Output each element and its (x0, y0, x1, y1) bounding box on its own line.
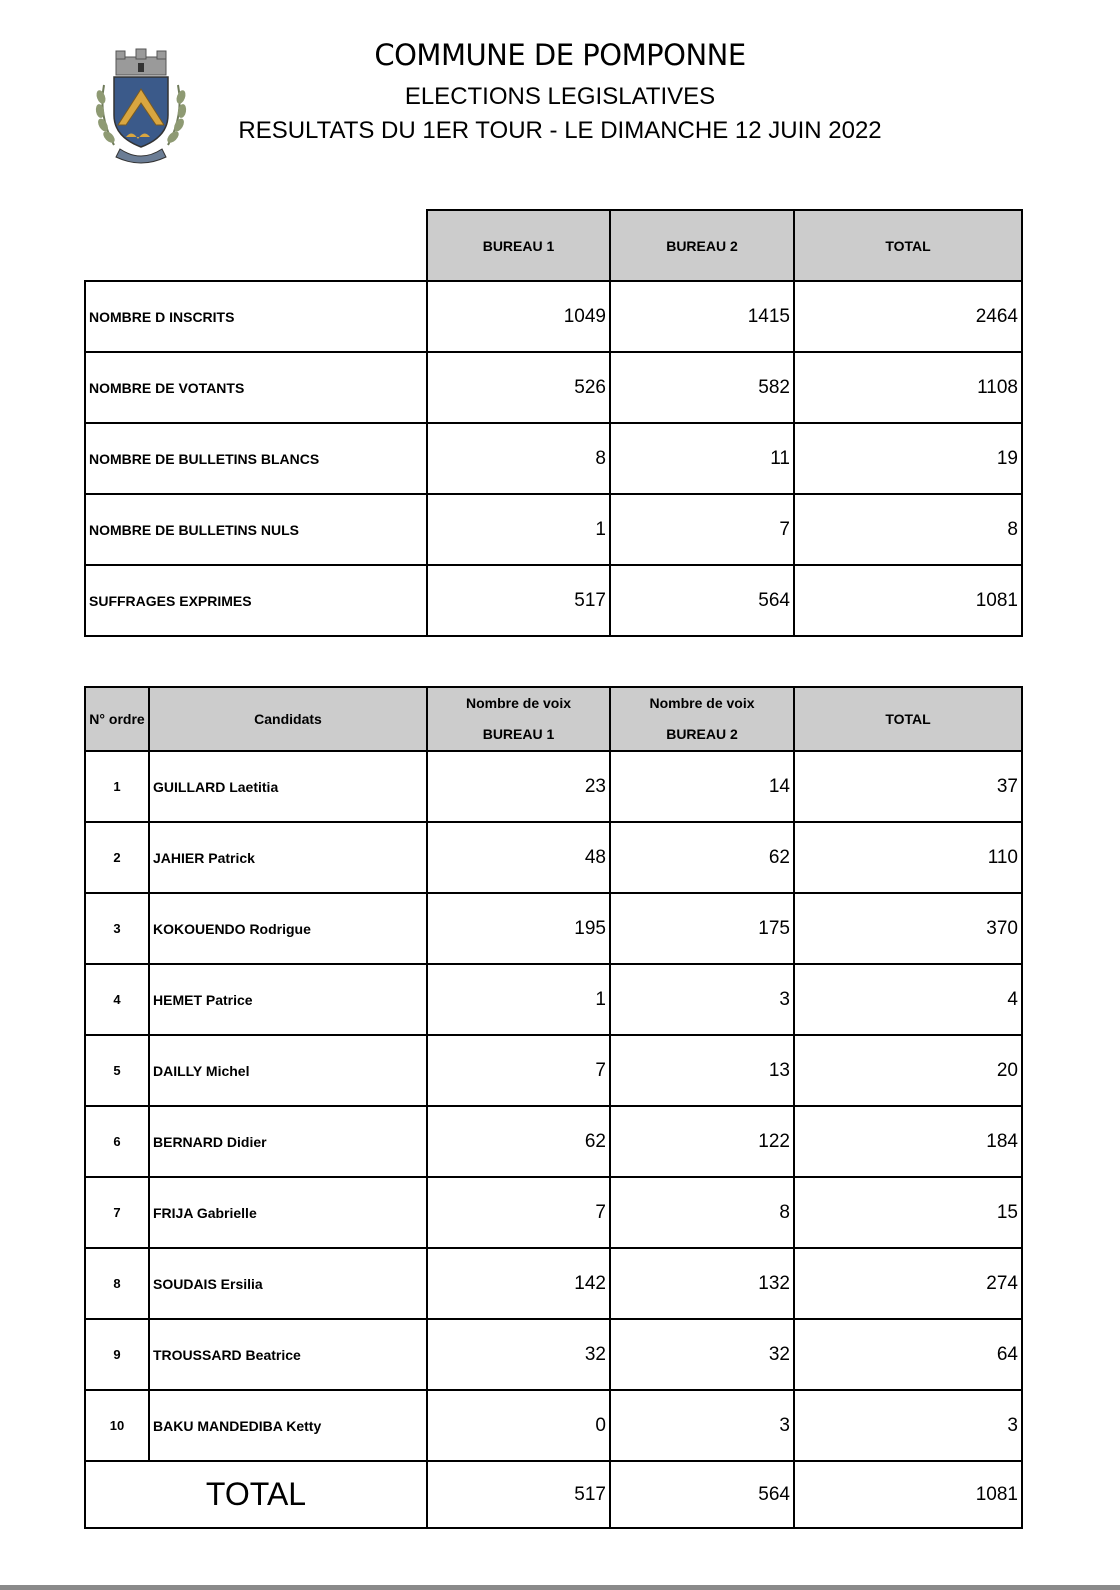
col-candidates: Candidats (149, 687, 427, 751)
coat-of-arms-logo (92, 45, 190, 170)
summary-b2: 582 (610, 352, 794, 423)
candidate-row (85, 822, 1022, 893)
candidate-name: JAHIER Patrick (149, 822, 427, 893)
candidate-name: BAKU MANDEDIBA Ketty (149, 1390, 427, 1461)
candidate-row (85, 964, 1022, 1035)
candidate-name: TROUSSARD Beatrice (149, 1319, 427, 1390)
candidate-row (85, 751, 1022, 822)
candidate-order: 4 (85, 964, 149, 1035)
candidate-row (85, 1106, 1022, 1177)
summary-header-row (85, 210, 1022, 281)
summary-b2: 11 (610, 423, 794, 494)
summary-b1: 8 (427, 423, 610, 494)
candidate-order: 3 (85, 893, 149, 964)
summary-label: SUFFRAGES EXPRIMES (85, 565, 427, 636)
summary-b2: 564 (610, 565, 794, 636)
candidate-b1: 7 (427, 1177, 610, 1248)
candidate-b2: 3 (610, 1390, 794, 1461)
results-subtitle: RESULTATS DU 1ER TOUR - LE DIMANCHE 12 JUIN 2022 (238, 117, 882, 144)
summary-row (85, 423, 1022, 494)
commune-title: COMMUNE DE POMPONNE (374, 38, 746, 72)
candidate-total: 274 (794, 1248, 1022, 1319)
summary-b1: 1 (427, 494, 610, 565)
candidate-b1: 48 (427, 822, 610, 893)
candidate-b2: 8 (610, 1177, 794, 1248)
candidate-b1: 195 (427, 893, 610, 964)
col-bureau-1: BUREAU 1 (427, 210, 610, 281)
candidate-order: 8 (85, 1248, 149, 1319)
empty-corner-cell (85, 210, 427, 281)
votes-b1-line2: BUREAU 1 (482, 726, 555, 742)
total-b2: 564 (610, 1461, 794, 1528)
summary-label: NOMBRE D INSCRITS (85, 281, 427, 352)
candidate-total: 37 (794, 751, 1022, 822)
candidate-total: 110 (794, 822, 1022, 893)
col-votes-bureau-1 (427, 687, 610, 751)
candidate-row (85, 1319, 1022, 1390)
election-title: ELECTIONS LEGISLATIVES (404, 83, 716, 110)
candidate-b2: 13 (610, 1035, 794, 1106)
votes-b2-line2: BUREAU 2 (666, 726, 738, 742)
summary-total: 19 (794, 423, 1022, 494)
summary-b1: 1049 (427, 281, 610, 352)
candidate-b1: 142 (427, 1248, 610, 1319)
candidate-name: HEMET Patrice (149, 964, 427, 1035)
candidate-b2: 14 (610, 751, 794, 822)
summary-table (84, 209, 1023, 637)
candidate-b1: 62 (427, 1106, 610, 1177)
summary-label: NOMBRE DE VOTANTS (85, 352, 427, 423)
summary-row (85, 352, 1022, 423)
candidate-name: BERNARD Didier (149, 1106, 427, 1177)
summary-b1: 517 (427, 565, 610, 636)
candidate-total: 3 (794, 1390, 1022, 1461)
candidate-b1: 0 (427, 1390, 610, 1461)
candidate-b2: 32 (610, 1319, 794, 1390)
candidates-header-row (85, 687, 1022, 751)
candidate-order: 5 (85, 1035, 149, 1106)
summary-b2: 7 (610, 494, 794, 565)
candidate-b1: 1 (427, 964, 610, 1035)
summary-row (85, 281, 1022, 352)
candidate-name: SOUDAIS Ersilia (149, 1248, 427, 1319)
candidate-name: KOKOUENDO Rodrigue (149, 893, 427, 964)
summary-label: NOMBRE DE BULLETINS NULS (85, 494, 427, 565)
col-bureau-2: BUREAU 2 (610, 210, 794, 281)
candidate-order: 2 (85, 822, 149, 893)
col-votes-total: TOTAL (794, 687, 1022, 751)
candidate-order: 1 (85, 751, 149, 822)
candidates-table (84, 686, 1023, 1529)
candidate-total: 64 (794, 1319, 1022, 1390)
candidate-name: DAILLY Michel (149, 1035, 427, 1106)
votes-b1-line1: Nombre de voix (465, 695, 572, 711)
candidate-total: 184 (794, 1106, 1022, 1177)
summary-row (85, 565, 1022, 636)
col-total: TOTAL (794, 210, 1022, 281)
summary-b1: 526 (427, 352, 610, 423)
candidate-b2: 175 (610, 893, 794, 964)
candidate-b1: 32 (427, 1319, 610, 1390)
summary-label: NOMBRE DE BULLETINS BLANCS (85, 423, 427, 494)
candidate-total: 4 (794, 964, 1022, 1035)
candidate-order: 10 (85, 1390, 149, 1461)
summary-total: 2464 (794, 281, 1022, 352)
candidate-row (85, 1177, 1022, 1248)
candidate-b2: 122 (610, 1106, 794, 1177)
candidate-row (85, 893, 1022, 964)
summary-total: 1108 (794, 352, 1022, 423)
candidate-b1: 7 (427, 1035, 610, 1106)
candidate-order: 6 (85, 1106, 149, 1177)
summary-total: 1081 (794, 565, 1022, 636)
candidate-total: 20 (794, 1035, 1022, 1106)
candidate-total: 15 (794, 1177, 1022, 1248)
candidate-order: 9 (85, 1319, 149, 1390)
candidate-name: FRIJA Gabrielle (149, 1177, 427, 1248)
col-votes-bureau-2 (610, 687, 794, 751)
candidate-b2: 132 (610, 1248, 794, 1319)
candidate-name: GUILLARD Laetitia (149, 751, 427, 822)
page-bottom-edge (0, 1585, 1120, 1590)
total-row (85, 1461, 1022, 1528)
votes-b2-line1: Nombre de voix (649, 695, 755, 711)
candidate-order: 7 (85, 1177, 149, 1248)
summary-row (85, 494, 1022, 565)
total-b1: 517 (427, 1461, 610, 1528)
candidate-b2: 62 (610, 822, 794, 893)
total-total: 1081 (794, 1461, 1022, 1528)
summary-b2: 1415 (610, 281, 794, 352)
candidate-row (85, 1035, 1022, 1106)
candidate-b2: 3 (610, 964, 794, 1035)
total-label: TOTAL (85, 1461, 427, 1528)
candidate-row (85, 1390, 1022, 1461)
col-order: N° ordre (85, 687, 149, 751)
candidate-total: 370 (794, 893, 1022, 964)
candidate-b1: 23 (427, 751, 610, 822)
summary-total: 8 (794, 494, 1022, 565)
candidate-row (85, 1248, 1022, 1319)
